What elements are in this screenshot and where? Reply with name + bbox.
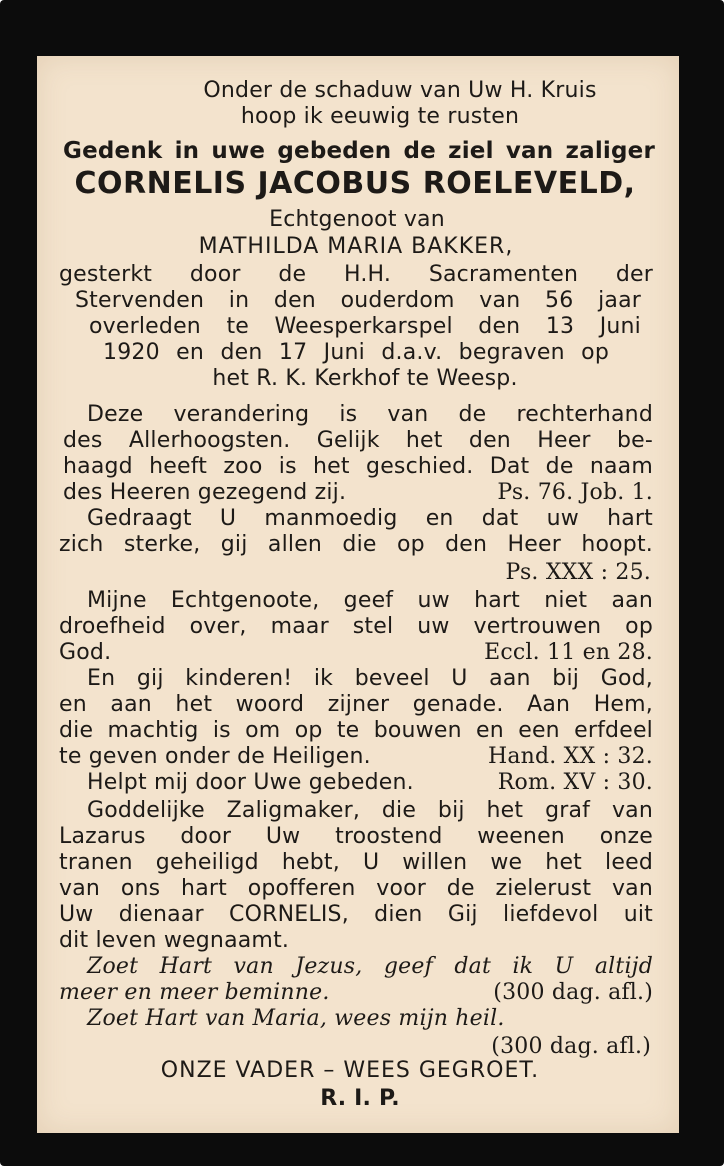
verse-line-2: hoop ik eeuwig te rusten: [240, 104, 520, 129]
invocation-text: meer en meer beminne.: [59, 980, 330, 1005]
scripture-line-13: des Allerhoogsten. Gelijk het den Heer be-: [63, 428, 653, 453]
scripture-line-24: die machtig is om op te bouwen en een erfdeel: [59, 718, 653, 743]
rip-line: R. I. P.: [320, 1086, 400, 1111]
scripture-reference: Ps. XXX : 25.: [505, 560, 651, 585]
spouse-name: MATHILDA MARIA BAKKER,: [198, 234, 514, 259]
scripture-line-25: [37, 744, 679, 770]
scripture-reference: Hand. XX : 32.: [487, 744, 653, 769]
indulgence-note: (300 dag. afl.): [493, 980, 653, 1005]
verse-line-1: Onder de schaduw van Uw H. Kruis: [203, 78, 597, 103]
scripture-reference: Eccl. 11 en 28.: [484, 640, 653, 665]
scripture-text: Helpt mij door Uwe gebeden.: [87, 770, 414, 795]
scripture-line-15: [37, 480, 679, 506]
prayer-line-28: Lazarus door Uw troostend weenen onze: [59, 824, 653, 849]
body-line-9: overleden te Weesperkarspel den 13 Juni: [89, 314, 641, 339]
body-line-10: 1920 en den 17 Juni d.a.v. begraven op: [103, 340, 609, 365]
scripture-reference: Rom. XV : 30.: [497, 770, 653, 795]
card-paper: [37, 56, 679, 1133]
indulgence-line: [37, 1034, 679, 1060]
body-line-7: gesterkt door de H.H. Sacramenten der: [59, 262, 653, 287]
remember-line: Gedenk in uwe gebeden de ziel van zaliger: [63, 138, 655, 164]
prayer-line-32: dit leven wegnaamt.: [59, 928, 290, 953]
closing-prayers: ONZE VADER – WEES GEGROET.: [160, 1058, 540, 1083]
scripture-line-21: [37, 640, 679, 666]
scripture-line-26: [37, 770, 679, 796]
prayer-line-30: van ons hart opofferen voor de zielerust van: [59, 876, 653, 901]
invocation-line-34: [37, 980, 679, 1006]
invocation-line-35: Zoet Hart van Maria, wees mijn heil.: [87, 1006, 505, 1031]
scripture-line-20: droefheid over, maar stel uw vertrouwen op: [59, 614, 653, 639]
scripture-line-16: Gedraagt U manmoedig en dat uw hart: [87, 506, 653, 531]
scripture-text: des Heeren gezegend zij.: [63, 480, 347, 505]
invocation-line-33: Zoet Hart van Jezus, geef dat ik U altijd: [87, 954, 653, 979]
deceased-name: CORNELIS JACOBUS ROELEVELD,: [74, 166, 636, 201]
scripture-line-12: Deze verandering is van de rechterhand: [87, 402, 653, 427]
scripture-text: God.: [59, 640, 112, 665]
indulgence-note: (300 dag. afl.): [491, 1034, 651, 1059]
scripture-line-14: haagd heeft zoo is het geschied. Dat de naam: [63, 454, 653, 479]
prayer-line-31: Uw dienaar CORNELIS, dien Gij liefdevol uit: [59, 902, 653, 927]
scripture-line-22: En gij kinderen! ik beveel U aan bij God,: [87, 666, 653, 691]
body-line-8: Stervenden in den ouderdom van 56 jaar: [75, 288, 641, 313]
prayer-line-29: tranen geheiligd hebt, U willen we het leed: [59, 850, 653, 875]
scripture-line-17: zich sterke, gij allen die op den Heer hoopt.: [59, 532, 653, 557]
scripture-line-19: Mijne Echtgenoote, geef uw hart niet aan: [87, 588, 653, 613]
scripture-line-23: en aan het woord zijner genade. Aan Hem,: [59, 692, 653, 717]
scripture-reference-psalm: [37, 560, 679, 586]
body-line-11: het R. K. Kerkhof te Weesp.: [212, 366, 518, 391]
scripture-text: te geven onder de Heiligen.: [59, 744, 371, 769]
prayer-line-27: Goddelijke Zaligmaker, die bij het graf van: [87, 798, 653, 823]
scripture-reference: Ps. 76. Job. 1.: [497, 480, 653, 505]
spouse-label: Echtgenoot van: [269, 207, 445, 232]
